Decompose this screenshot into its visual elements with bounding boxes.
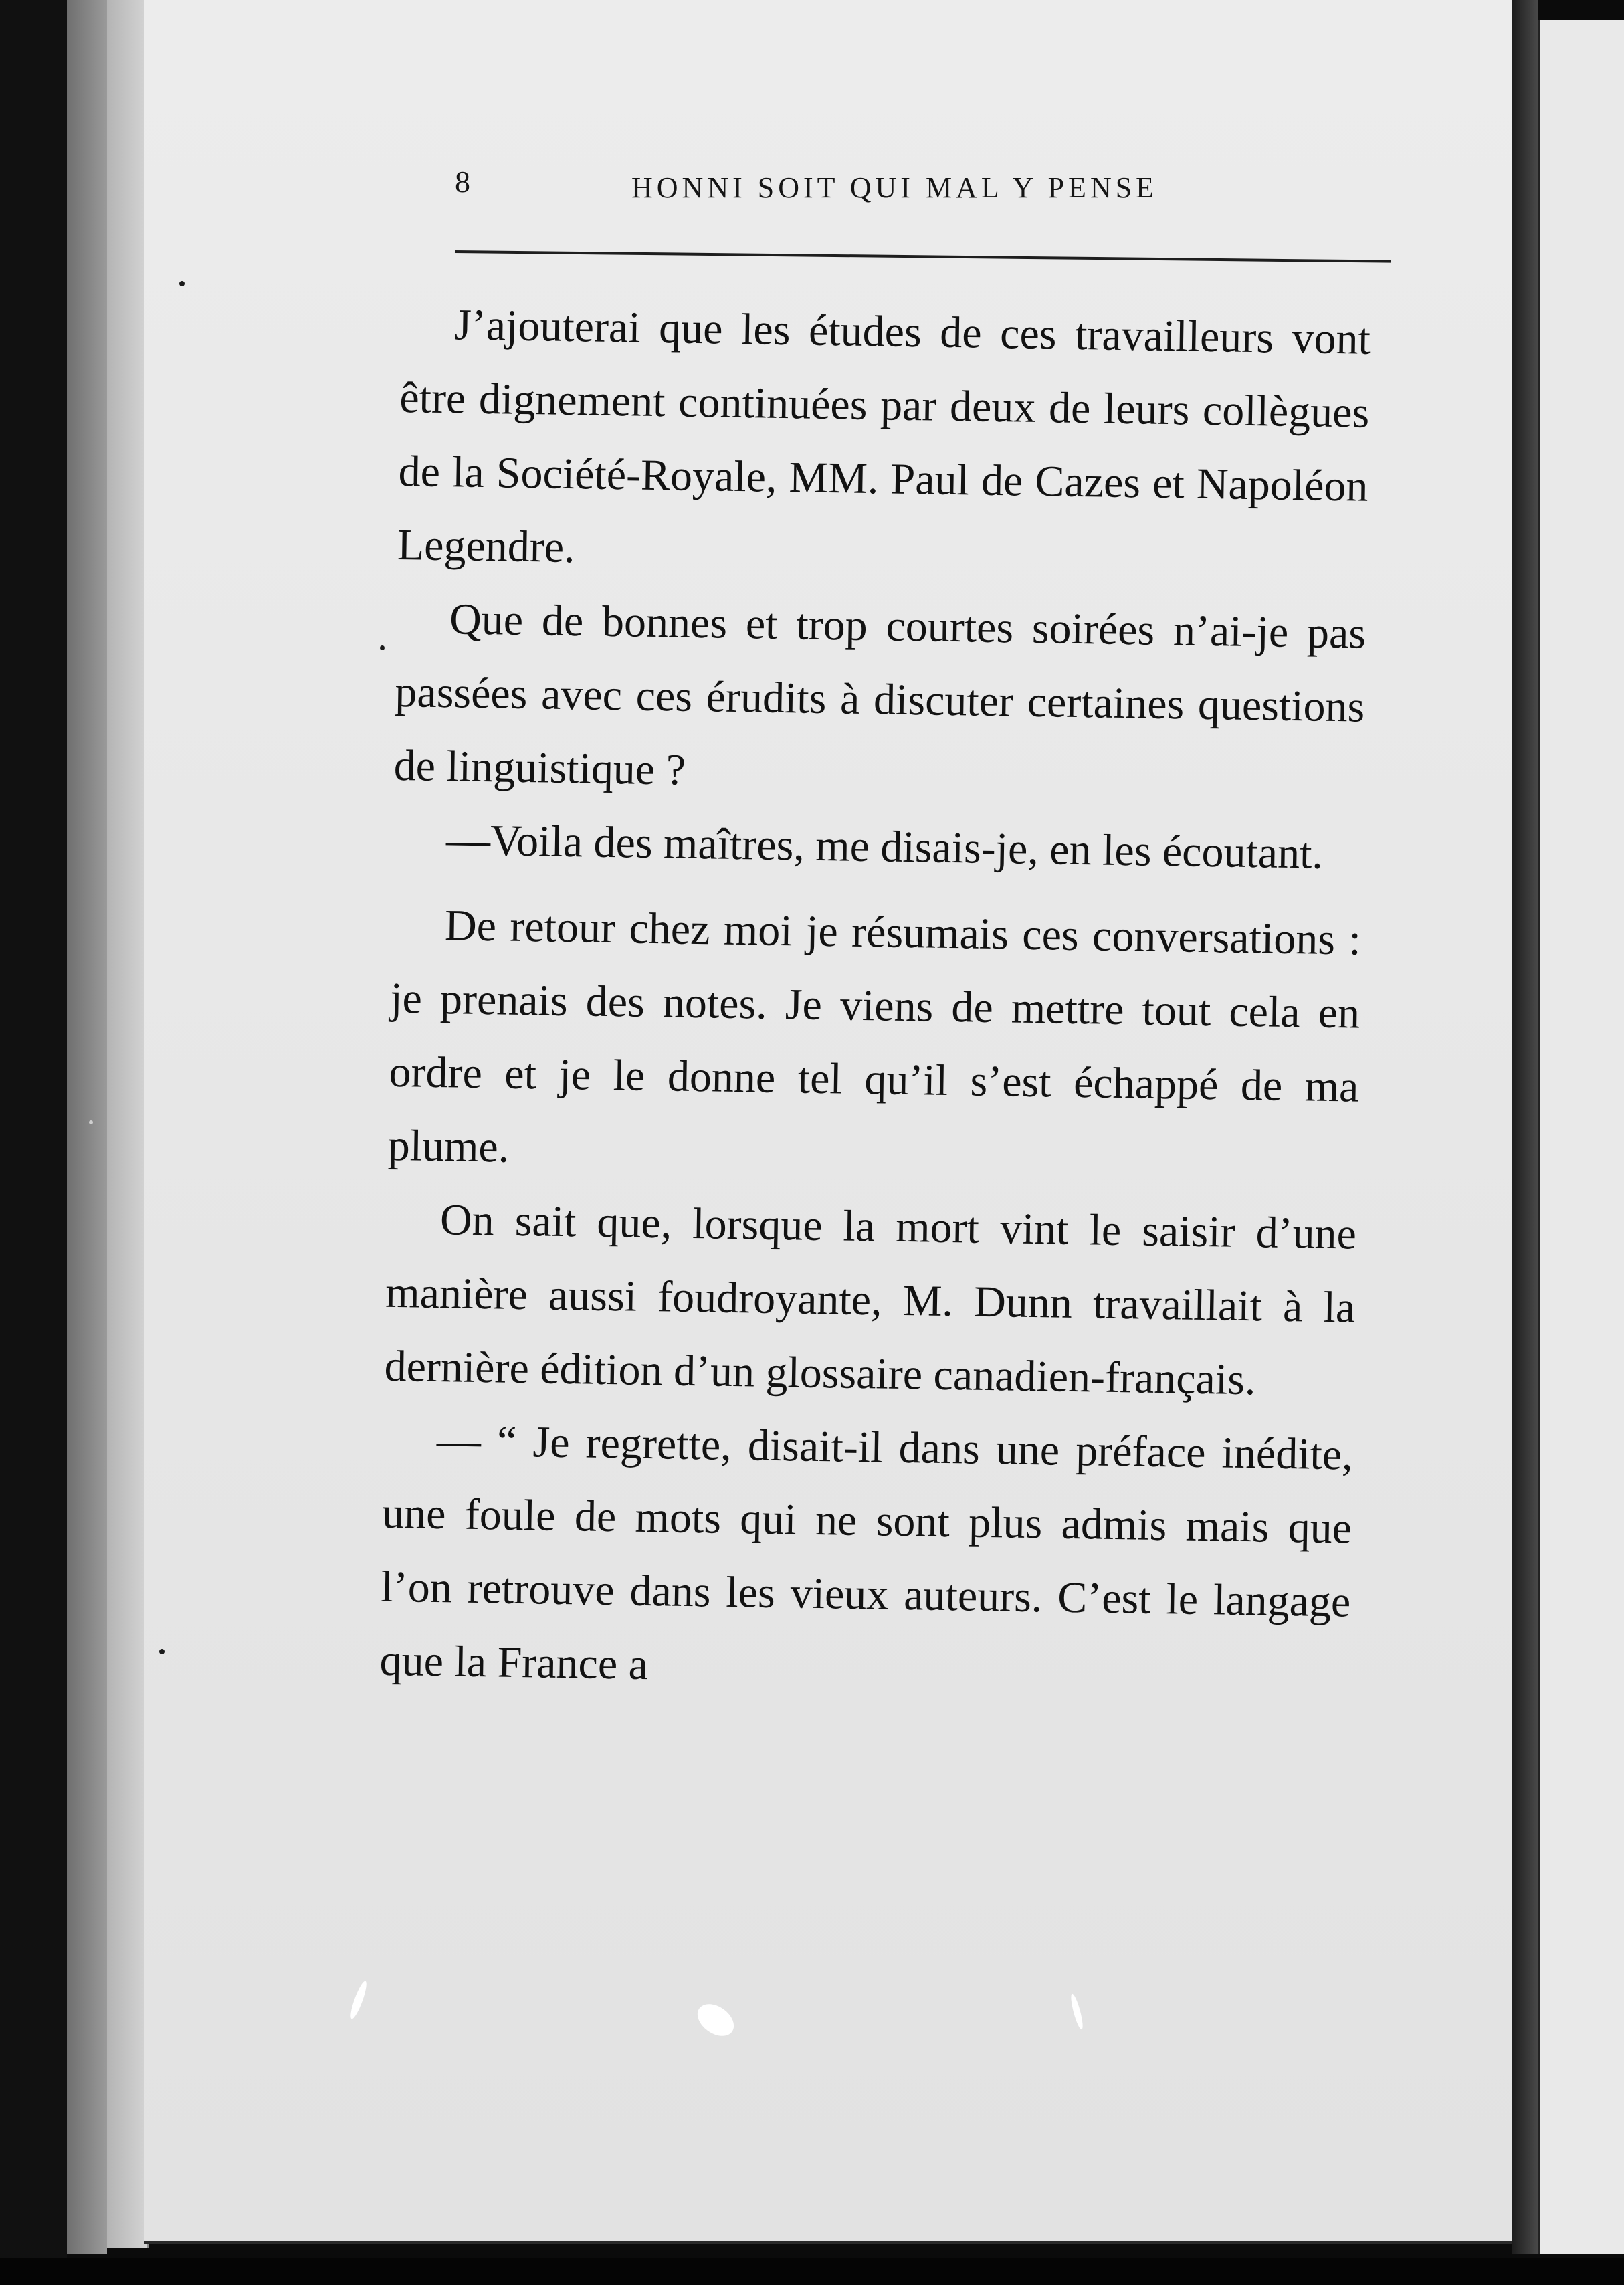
running-title: HONNI SOIT QUI MAL Y PENSE [631, 171, 1158, 204]
paragraph: J’ajouterai que les études de ces travailleurs vont être dignement continuées par deux de leurs collègues de la Société-Royale, MM. Paul de Cazes et Napoléon Legendre. [397, 300, 1371, 573]
book-spine-shadow [0, 0, 67, 2285]
paragraph: Que de bonnes et trop courtes soirées n’ai-je pas passées avec ces érudits à discuter certaines questions de linguistique ? [393, 595, 1366, 795]
paragraph: On sait que, lorsque la mort vint le saisir d’une manière aussi foudroyante, M. Dunn travaillait à la dernière édition d’un glossaire canadien-français. [384, 1195, 1357, 1405]
page-number: 8 [455, 165, 470, 199]
adjacent-page-edge [1538, 20, 1624, 2254]
scan-dust [159, 1649, 165, 1654]
running-head [455, 164, 1391, 224]
scan-dust [89, 1120, 93, 1124]
scan-dust [380, 645, 385, 650]
gutter-shadow [1512, 0, 1538, 2254]
page-edge-stack-dark [67, 0, 107, 2254]
body-text [379, 288, 1371, 1713]
paragraph: De retour chez moi je résumais ces conversations : je prenais des notes. Je viens de mettre tout cela en ordre et je le donne tel qu’il s’est échappé de ma plume. [387, 901, 1362, 1172]
page-edge-stack-light [107, 0, 149, 2248]
scan-bottom-border [0, 2258, 1624, 2285]
paragraph: —Voila des maîtres, me disais-je, en les écoutant. [445, 815, 1324, 878]
scan-dust [179, 281, 185, 286]
paragraph: — “ Je regrette, disait-il dans une préface inédite, une foule de mots qui ne sont plus admis mais que l’on retrouve dans les vieux auteurs. C’est le langage que la France a [379, 1416, 1354, 1690]
